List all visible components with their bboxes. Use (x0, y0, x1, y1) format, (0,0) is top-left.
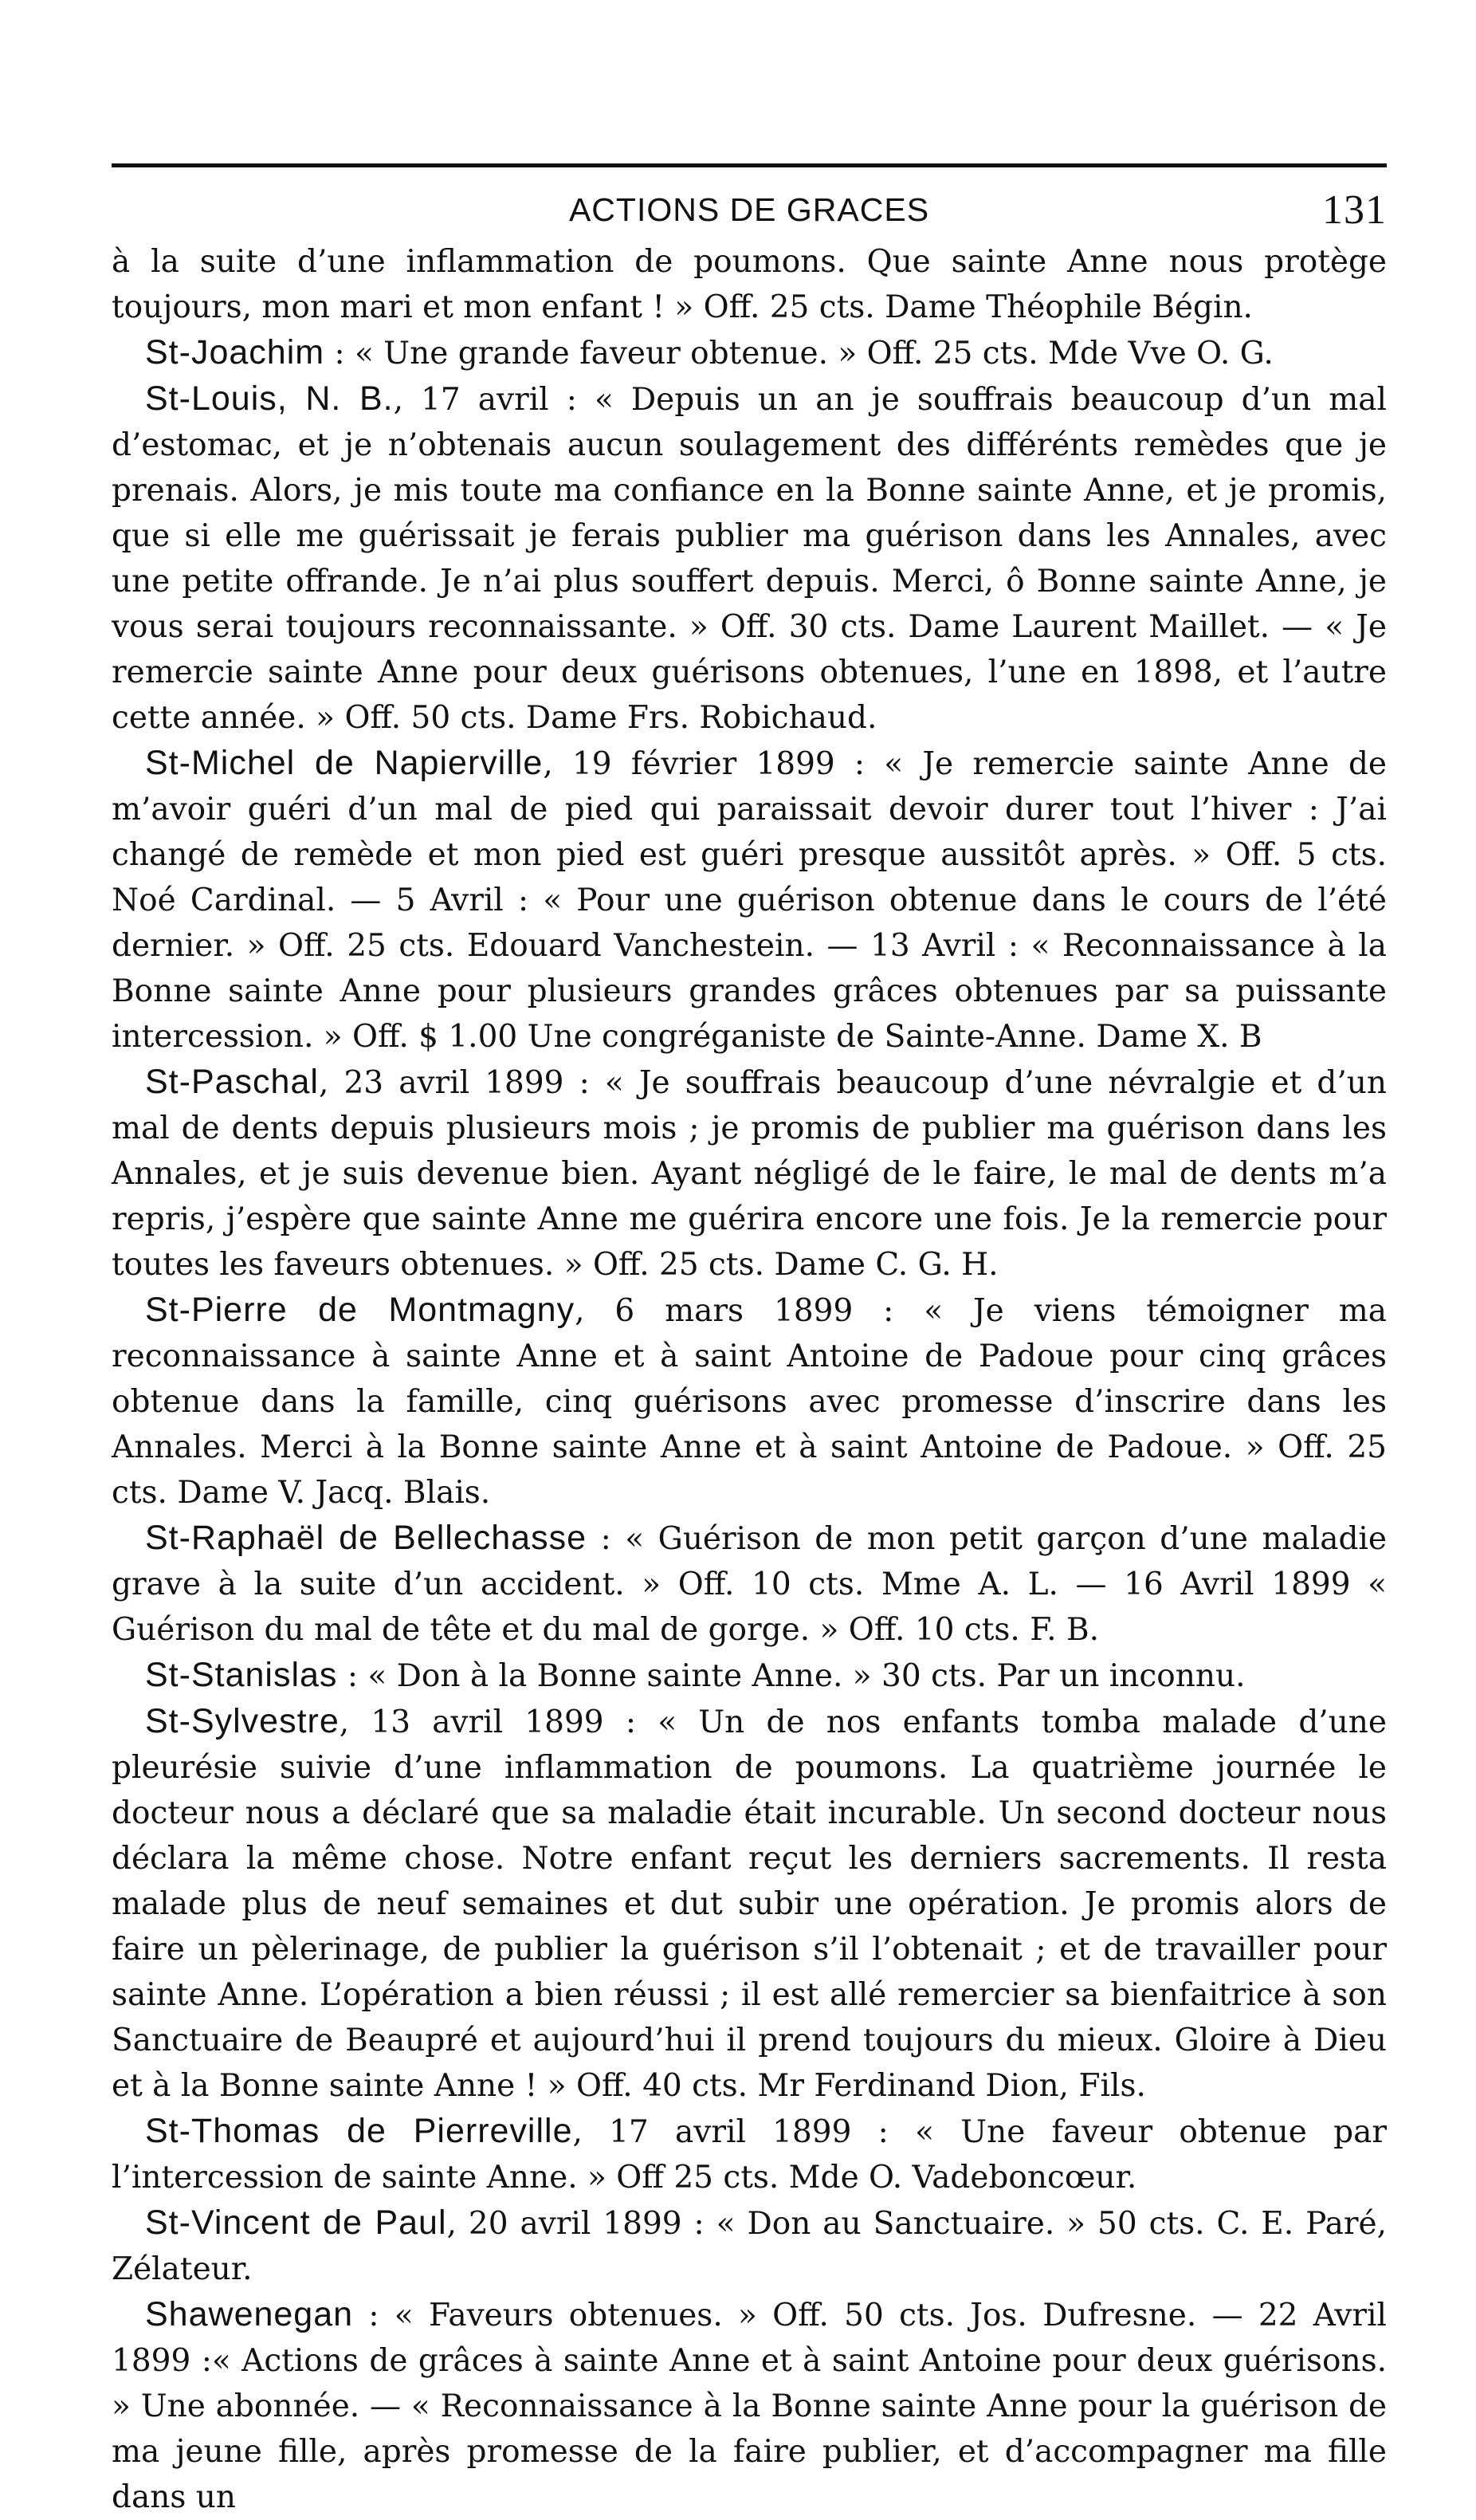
running-head (112, 183, 1387, 236)
entry-st-michel (112, 741, 1387, 1060)
entry-text: , 17 avril : « Depuis un an je souffrais beaucoup d’un mal d’estomac, et je n’obtenais aucun soulagement des différénts remèdes que je prenais. Alors, je mis toute ma confiance en la Bonne sainte Anne, et je promis, que si elle me guérissait je ferais publier ma guérison dans les Annales, avec une petite offrande. Je n’ai plus souffert depuis. Merci, ô Bonne sainte Anne, je vous serai toujours reconnaissante. » Off. 30 cts. Dame Laurent Maillet. — « Je remercie sainte Anne pour deux guérisons obtenues, l’une en 1898, et l’autre cette année. » Off. 50 cts. Dame Frs. Robichaud. (112, 382, 1387, 736)
entry-place: St-Joachim (145, 333, 325, 372)
page (112, 163, 1387, 2520)
entry-text: : « Faveurs obtenues. » Off. 50 cts. Jos. Dufresne. — 22 Avril 1899 :« Actions de grâces à sainte Anne et à saint Antoine pour deux guérisons. » Une abonnée. — « Reconnaissance à la Bonne sainte Anne pour la guérison de ma jeune fille, après promesse de la faire publier, et d’accompagner ma fille dans un (112, 2298, 1387, 2515)
entry-continued (112, 239, 1387, 330)
entry-text: à la suite d’une inflammation de poumons. Que sainte Anne nous protège toujours, mon mari et mon enfant ! » Off. 25 cts. Dame Théophile Bégin. (112, 244, 1387, 325)
page-title: ACTIONS DE GRACES (568, 191, 930, 228)
entry-place: St-Pierre de Montmagny (145, 1291, 575, 1329)
entry-place: St-Stanislas (145, 1656, 338, 1694)
entry-st-vincent (112, 2200, 1387, 2292)
entries (112, 239, 1387, 2520)
entry-shawenegan (112, 2292, 1387, 2520)
entry-place: St-Thomas de Pierreville (145, 2112, 573, 2150)
entry-st-paschal (112, 1060, 1387, 1288)
entry-place: Shawenegan (145, 2295, 354, 2333)
entry-place: St-Raphaël de Bellechasse (145, 1519, 587, 1557)
entry-st-pierre (112, 1288, 1387, 1516)
header-rule (112, 163, 1387, 167)
entry-st-louis (112, 376, 1387, 741)
entry-text: , 17 avril 1899 : « Une faveur obtenue par l’intercession de sainte Anne. » Off 25 cts. Mde O. Vadeboncœur. (112, 2114, 1387, 2196)
entry-st-joachim (112, 330, 1387, 376)
entry-text: , 20 avril 1899 : « Don au Sanctuaire. » 50 cts. C. E. Paré, Zélateur. (112, 2206, 1387, 2287)
entry-st-raphael (112, 1516, 1387, 1653)
entry-st-thomas (112, 2109, 1387, 2200)
page-number: 131 (1322, 187, 1387, 233)
entry-text: , 19 février 1899 : « Je remercie sainte Anne de m’avoir guéri d’un mal de pied qui paraissait devoir durer tout l’hiver : J’ai changé de remède et mon pied est guéri presque aussitôt après. » Off. 5 cts. Noé Cardinal. — 5 Avril : « Pour une guérison obtenue dans le cours de l’été dernier. » Off. 25 cts. Edouard Vanchestein. — 13 Avril : « Reconnaissance à la Bonne sainte Anne pour plusieurs grandes grâces obtenues par sa puissante intercession. » Off. $ 1.00 Une congréganiste de Sainte-Anne. Dame X. B (112, 746, 1387, 1055)
entry-text: : « Guérison de mon petit garçon d’une maladie grave à la suite d’un accident. » Off. 10 cts. Mme A. L. — 16 Avril 1899 « Guérison du mal de tête et du mal de gorge. » Off. 10 cts. F. B. (112, 1521, 1387, 1648)
entry-text: : « Don à la Bonne sainte Anne. » 30 cts. Par un inconnu. (337, 1658, 1246, 1694)
entry-text: , 23 avril 1899 : « Je souffrais beaucoup d’une névralgie et d’un mal de dents depuis plusieurs mois ; je promis de publier ma guérison dans les Annales, et je suis devenue bien. Ayant négligé de le faire, le mal de dents m’a repris, j’espère que sainte Anne me guérira encore une fois. Je la remercie pour toutes les faveurs obtenues. » Off. 25 cts. Dame C. G. H. (112, 1065, 1387, 1283)
entry-place: St-Louis, N. B. (145, 379, 394, 418)
entry-st-sylvestre (112, 1699, 1387, 2109)
entry-place: St-Vincent de Paul (145, 2204, 447, 2242)
entry-text: : « Une grande faveur obtenue. » Off. 25 cts. Mde Vve O. G. (324, 336, 1274, 372)
entry-place: St-Michel de Napierville (145, 744, 544, 782)
entry-place: St-Sylvestre (145, 1702, 340, 1740)
entry-place: St-Paschal (145, 1063, 319, 1101)
entry-text: , 6 mars 1899 : « Je viens témoigner ma reconnaissance à sainte Anne et à saint Antoine de Padoue pour cinq grâces obtenue dans la famille, cinq guérisons avec promesse d’inscrire dans les Annales. Merci à la Bonne sainte Anne et à saint Antoine de Padoue. » Off. 25 cts. Dame V. Jacq. Blais. (112, 1293, 1387, 1511)
entry-st-stanislas (112, 1653, 1387, 1699)
entry-text: , 13 avril 1899 : « Un de nos enfants tomba malade d’une pleurésie suivie d’une inflammation de poumons. La quatrième journée le docteur nous a déclaré que sa maladie était incurable. Un second docteur nous déclara la même chose. Notre enfant reçut les derniers sacrements. Il resta malade plus de neuf semaines et dut subir une opération. Je promis alors de faire un pèlerinage, de publier la guérison s’il l’obtenait ; et de travailler pour sainte Anne. L’opération a bien réussi ; il est allé remercier sa bienfaitrice à son Sanctuaire de Beaupré et aujourd’hui il prend toujours du mieux. Gloire à Dieu et à la Bonne sainte Anne ! » Off. 40 cts. Mr Ferdinand Dion, Fils. (112, 1704, 1387, 2104)
